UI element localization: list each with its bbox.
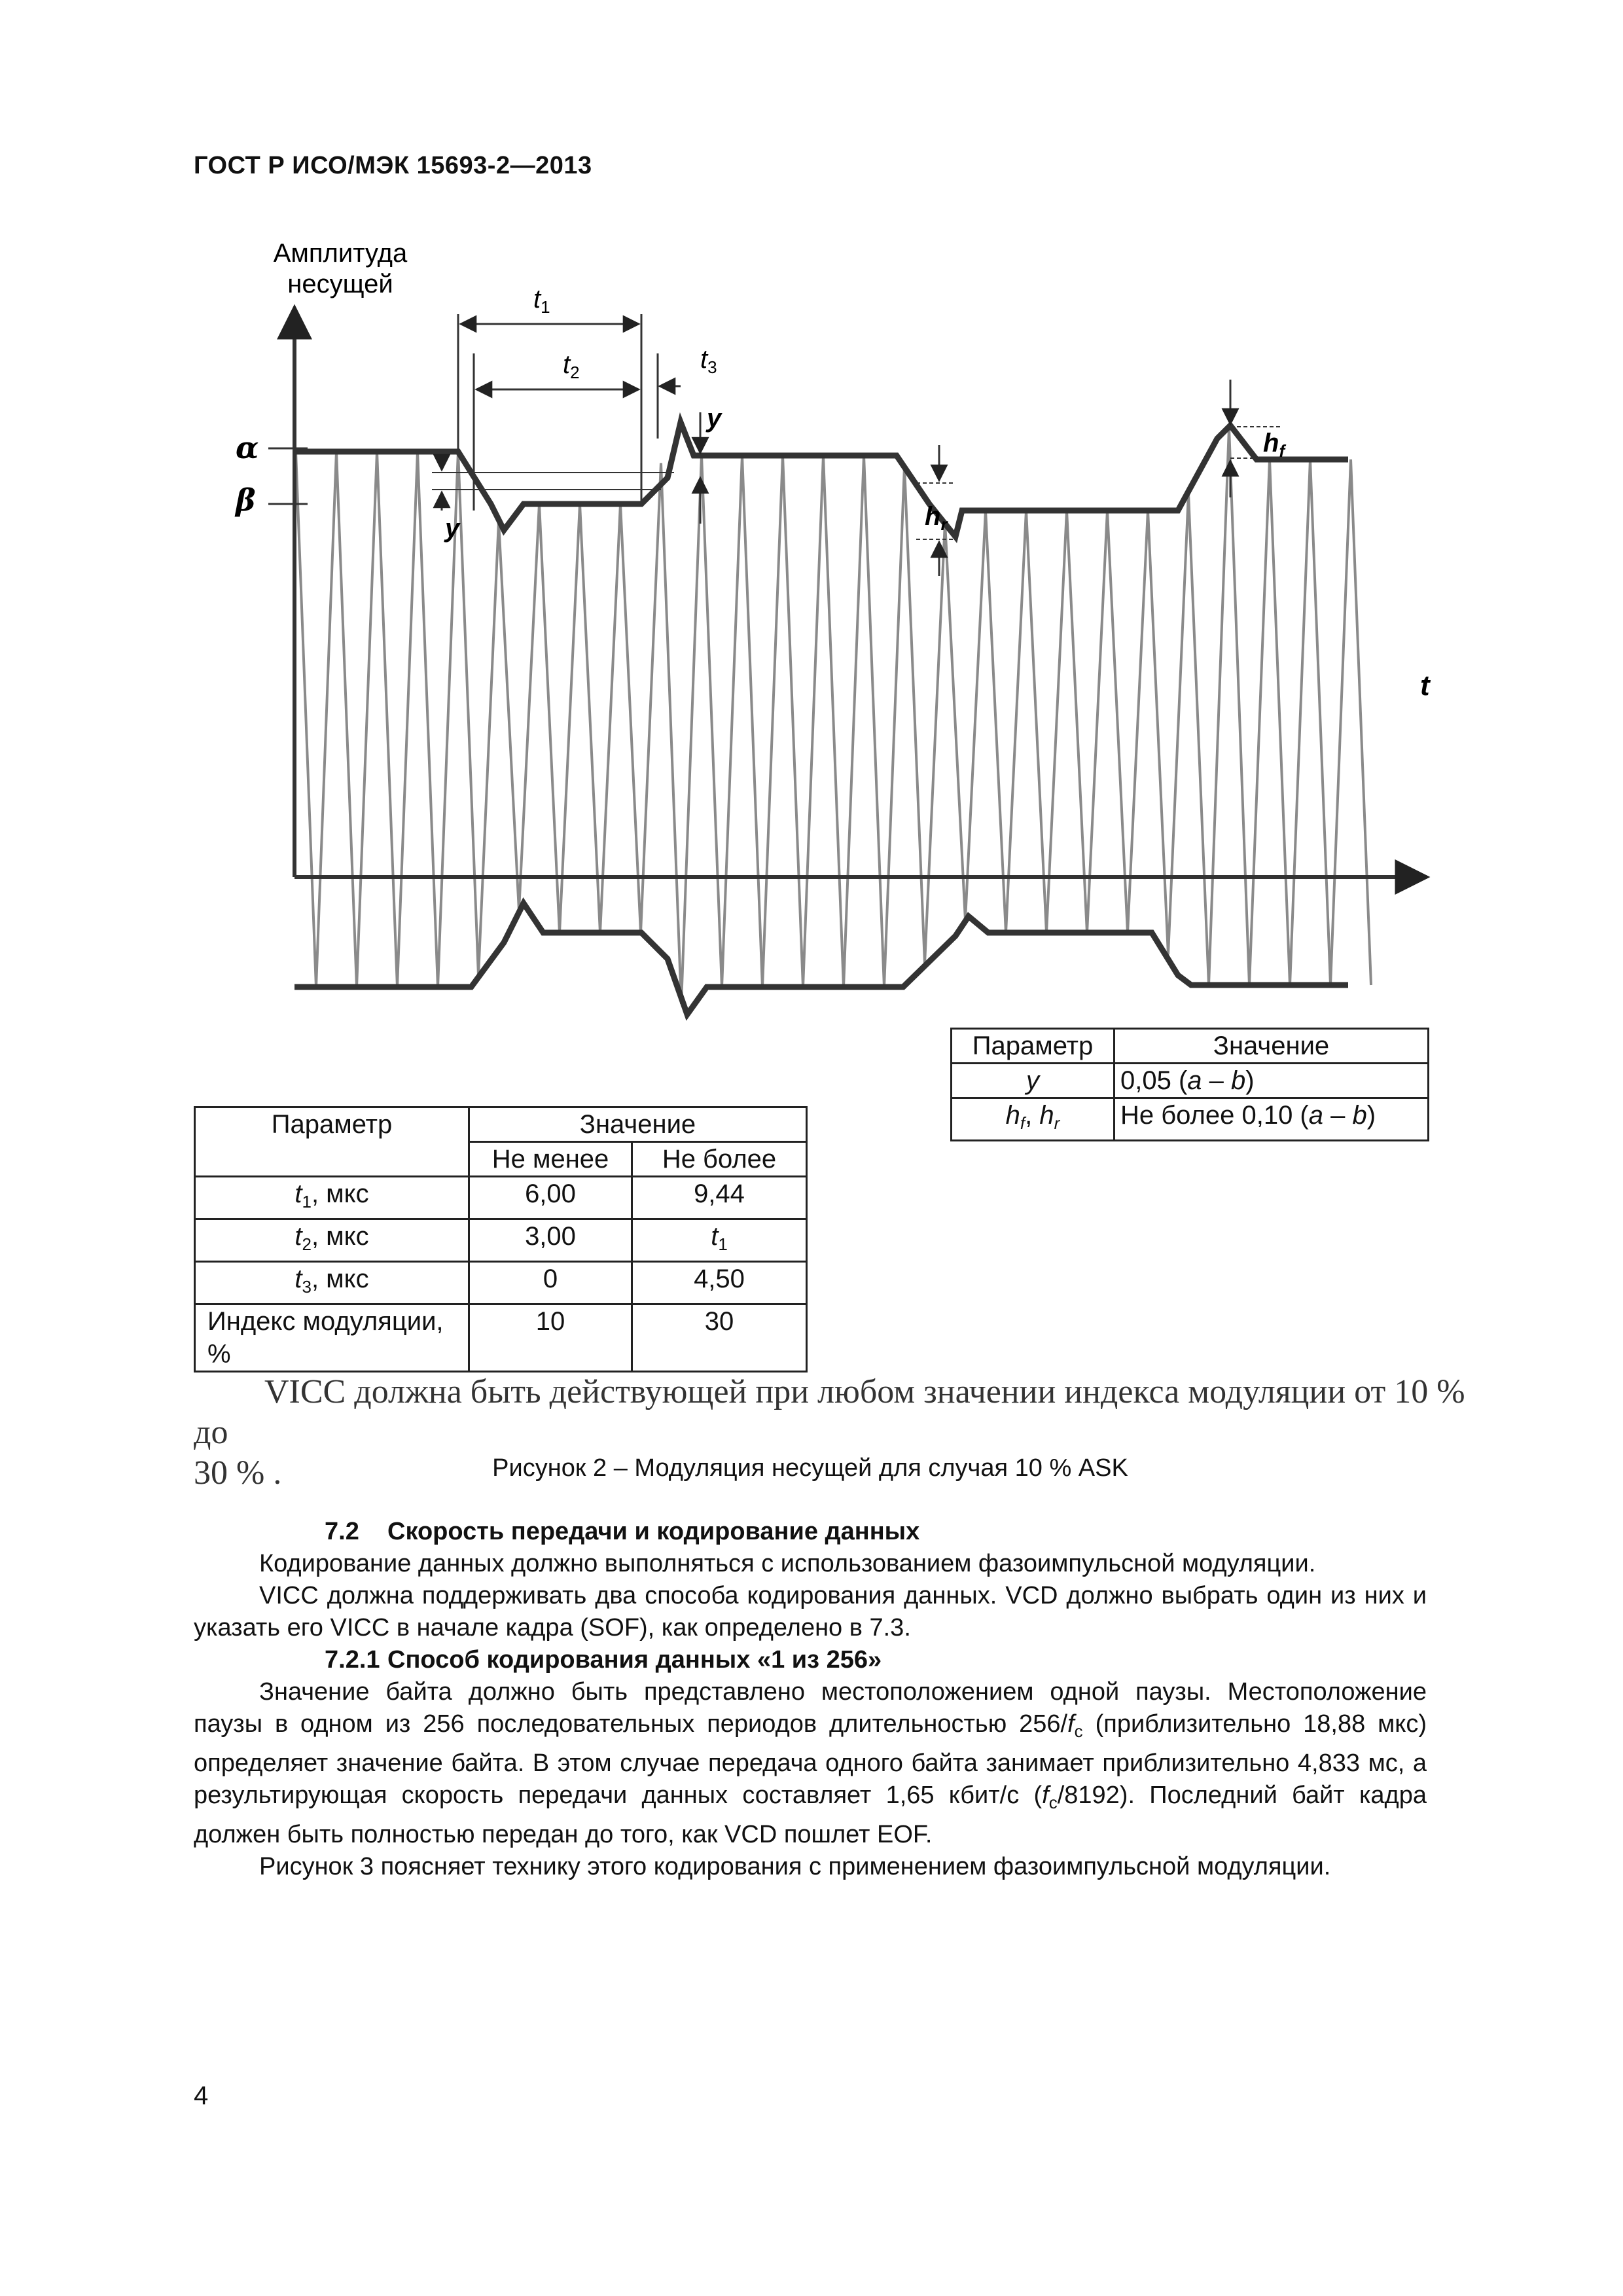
t3-label: $t_3$ <box>700 345 717 377</box>
section-heading: 7.2 Скорость передачи и кодирование данных <box>325 1518 920 1545</box>
table2-header-value: Значение <box>1115 1029 1429 1064</box>
section-heading: 7.2.1 Способ кодирования данных «1 из 256» <box>325 1646 882 1674</box>
t2-label: $t_2$ <box>563 350 580 382</box>
figure-caption: Рисунок 2 – Модуляция несущей для случая 10 % ASK <box>492 1454 1128 1482</box>
t1-label: $t_1$ <box>533 285 550 317</box>
table-row <box>195 1219 807 1262</box>
table1-max: $t_1$ <box>632 1219 807 1262</box>
table1-header-param: Параметр <box>195 1107 469 1177</box>
paragraph: Кодирование данных должно выполняться с использованием фазоимпульсной модуляции. <box>259 1550 1316 1577</box>
table-row <box>195 1177 807 1219</box>
table1-param: $t_2$, мкс <box>195 1219 469 1262</box>
y-axis-label-line2: несущей <box>287 270 393 298</box>
x-axis-label: t <box>1420 670 1430 702</box>
table1-header-value: Значение <box>469 1107 807 1142</box>
table1-min: 10 <box>469 1304 632 1372</box>
table1-param: $t_3$, мкс <box>195 1262 469 1304</box>
alpha-label: α <box>236 430 259 465</box>
hr-label: $h_r$ <box>925 502 948 534</box>
paragraph: VICC должна поддерживать два способа кодирования данных. VCD должно выбрать один из них и указать его VICC в начале кадра (SOF), как определено в 7.3. <box>194 1582 1427 1641</box>
table2-value: Не более 0,10 (a – b) <box>1115 1098 1429 1141</box>
y-axis-label-line1: Амплитуда <box>273 239 408 268</box>
section-7-2-1 <box>194 1644 1427 1883</box>
table2-value: 0,05 (a – b) <box>1115 1064 1429 1098</box>
table1-max: 4,50 <box>632 1262 807 1304</box>
y-label-2: y <box>707 404 722 433</box>
lower-envelope <box>294 903 1348 1014</box>
modulation-note: VICC должна быть действующей при любом значении индекса модуляции от 10 % до 30 % . <box>194 1373 1465 1492</box>
tolerance-table <box>950 1028 1429 1141</box>
table-row <box>952 1064 1429 1098</box>
table1-max: 30 <box>632 1304 807 1372</box>
table1-min: 3,00 <box>469 1219 632 1262</box>
table1-header-max: Не более <box>632 1142 807 1177</box>
table1-min: 6,00 <box>469 1177 632 1219</box>
table1-param: $t_1$, мкс <box>195 1177 469 1219</box>
page-number: 4 <box>194 2081 209 2110</box>
table1-param: Индекс модуляции, % <box>195 1304 469 1372</box>
y-label-1: y <box>445 514 460 543</box>
table-row <box>952 1098 1429 1141</box>
table2-header-param: Параметр <box>952 1029 1115 1064</box>
carrier-modulation-figure <box>183 223 1466 1034</box>
paragraph: Значение байта должно быть представлено местоположением одной паузы. Местоположение паузы в одном из 256 последовательных периодов длительностью $256/f_c$ (приблизительно 18,88 мкс) определяет значение байта. В этом случае передача одного байта занимает приблизительно 4,833 мс, а результирующая скорость передачи данных составляет 1,65 кбит/с $(f_c/8192)$. Последний байт кадра должен быть полностью передан до того, как VCD пошлет EOF. <box>194 1678 1427 1848</box>
document-header: ГОСТ Р ИСО/МЭК 15693-2—2013 <box>194 152 592 179</box>
table-row <box>195 1304 807 1372</box>
table2-param: y <box>952 1064 1115 1098</box>
timing-parameters-table <box>194 1106 808 1372</box>
section-7-2 <box>194 1516 1427 1644</box>
table1-min: 0 <box>469 1262 632 1304</box>
table1-header-min: Не менее <box>469 1142 632 1177</box>
beta-label: β <box>236 482 256 518</box>
table2-param: $h_f$, $h_r$ <box>952 1098 1115 1141</box>
table1-max: 9,44 <box>632 1177 807 1219</box>
hf-label: $h_f$ <box>1263 429 1285 461</box>
paragraph: Рисунок 3 поясняет технику этого кодирования с применением фазоимпульсной модуляции. <box>259 1853 1331 1880</box>
table-row <box>195 1262 807 1304</box>
